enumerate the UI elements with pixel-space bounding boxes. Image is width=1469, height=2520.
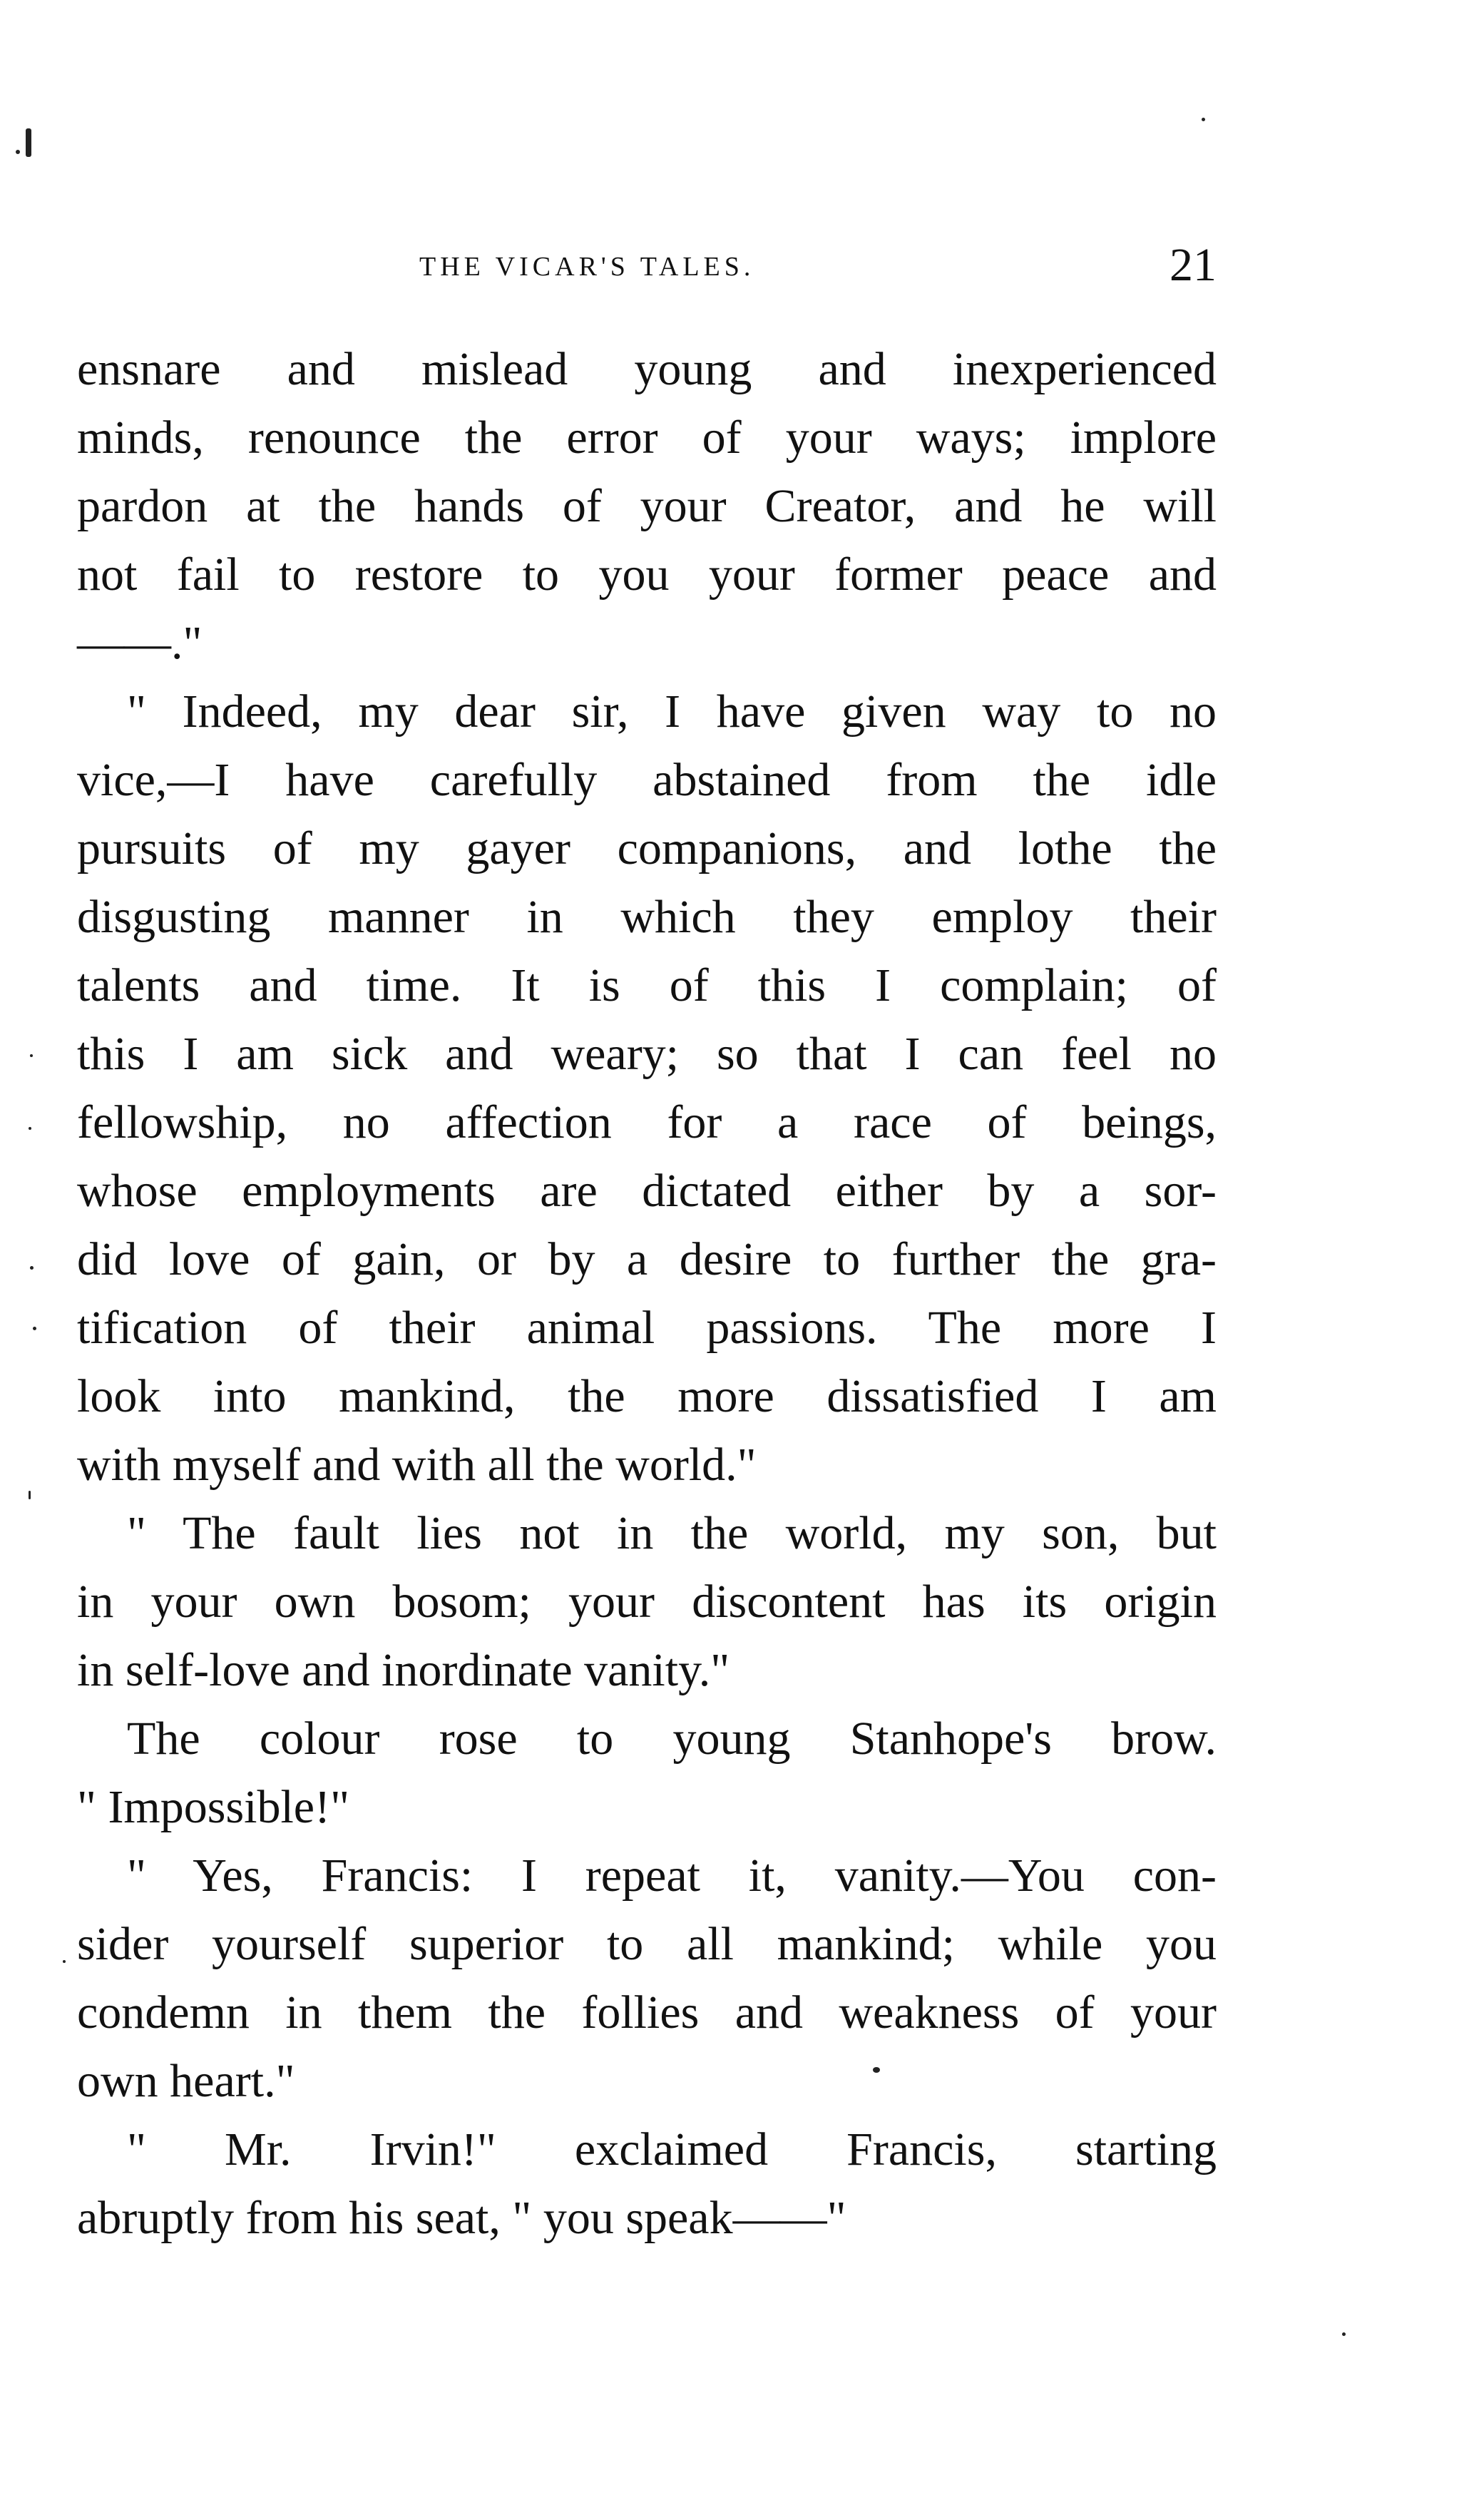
text-line: pursuits of my gayer companions, and lothe the [77, 822, 1217, 874]
text-line: " Mr. Irvin!" exclaimed Francis, starting [127, 2123, 1217, 2175]
text-line: whose employments are dictated either by a sor- [77, 1165, 1217, 1217]
scan-speck [63, 1960, 66, 1963]
text-line: " Indeed, my dear sir, I have given way to no [127, 685, 1217, 738]
scan-speck [1342, 2332, 1346, 2336]
text-line: tification of their animal passions. The more I [77, 1302, 1217, 1354]
running-head: THE VICAR'S TALES. [419, 252, 755, 282]
text-line: look into mankind, the more dissatisfied I am [77, 1370, 1217, 1422]
text-line: pardon at the hands of your Creator, and he will [77, 480, 1217, 532]
page-number: 21 [1169, 239, 1217, 291]
scan-speck [30, 1054, 33, 1057]
text-line: did love of gain, or by a desire to further the gra- [77, 1233, 1217, 1285]
text-line: fellowship, no affection for a race of beings, [77, 1096, 1217, 1148]
scan-speck [1202, 118, 1205, 121]
scan-speck [29, 1127, 31, 1130]
text-line: ——." [77, 617, 203, 669]
text-line: not fail to restore to you your former peace and [77, 549, 1217, 601]
text-line: ensnare and mislead young and inexperienced [77, 343, 1217, 395]
scan-speck [29, 1491, 31, 1499]
text-line: " Impossible!" [77, 1781, 350, 1833]
text-line: disgusting manner in which they employ their [77, 891, 1217, 943]
text-line: this I am sick and weary; so that I can feel no [77, 1028, 1217, 1080]
scan-speck [873, 2067, 880, 2073]
page-header [77, 235, 1217, 300]
text-line: sider yourself superior to all mankind; while you [77, 1918, 1217, 1970]
text-line: in self-love and inordinate vanity." [77, 1644, 730, 1696]
text-line: The colour rose to young Stanhope's brow. [127, 1713, 1217, 1765]
text-line: minds, renounce the error of your ways; implore [77, 412, 1217, 464]
text-line: " The fault lies not in the world, my son, but [127, 1507, 1217, 1559]
text-line: " Yes, Francis: I repeat it, vanity.—You con- [127, 1850, 1217, 1902]
text-line: in your own bosom; your discontent has its origin [77, 1576, 1217, 1628]
scan-speck [30, 1266, 34, 1270]
body-text [77, 335, 1217, 2253]
text-line: talents and time. It is of this I complain; of [77, 959, 1217, 1011]
scan-speck [16, 150, 20, 154]
text-line: with myself and with all the world." [77, 1439, 757, 1491]
text-line: vice,—I have carefully abstained from the idle [77, 754, 1217, 806]
text-line: abruptly from his seat, " you speak——" [77, 2192, 846, 2244]
text-line: own heart." [77, 2055, 295, 2107]
scan-speck [33, 1327, 36, 1330]
scan-speck [26, 128, 31, 157]
text-line: condemn in them the follies and weakness of your [77, 1986, 1217, 2039]
